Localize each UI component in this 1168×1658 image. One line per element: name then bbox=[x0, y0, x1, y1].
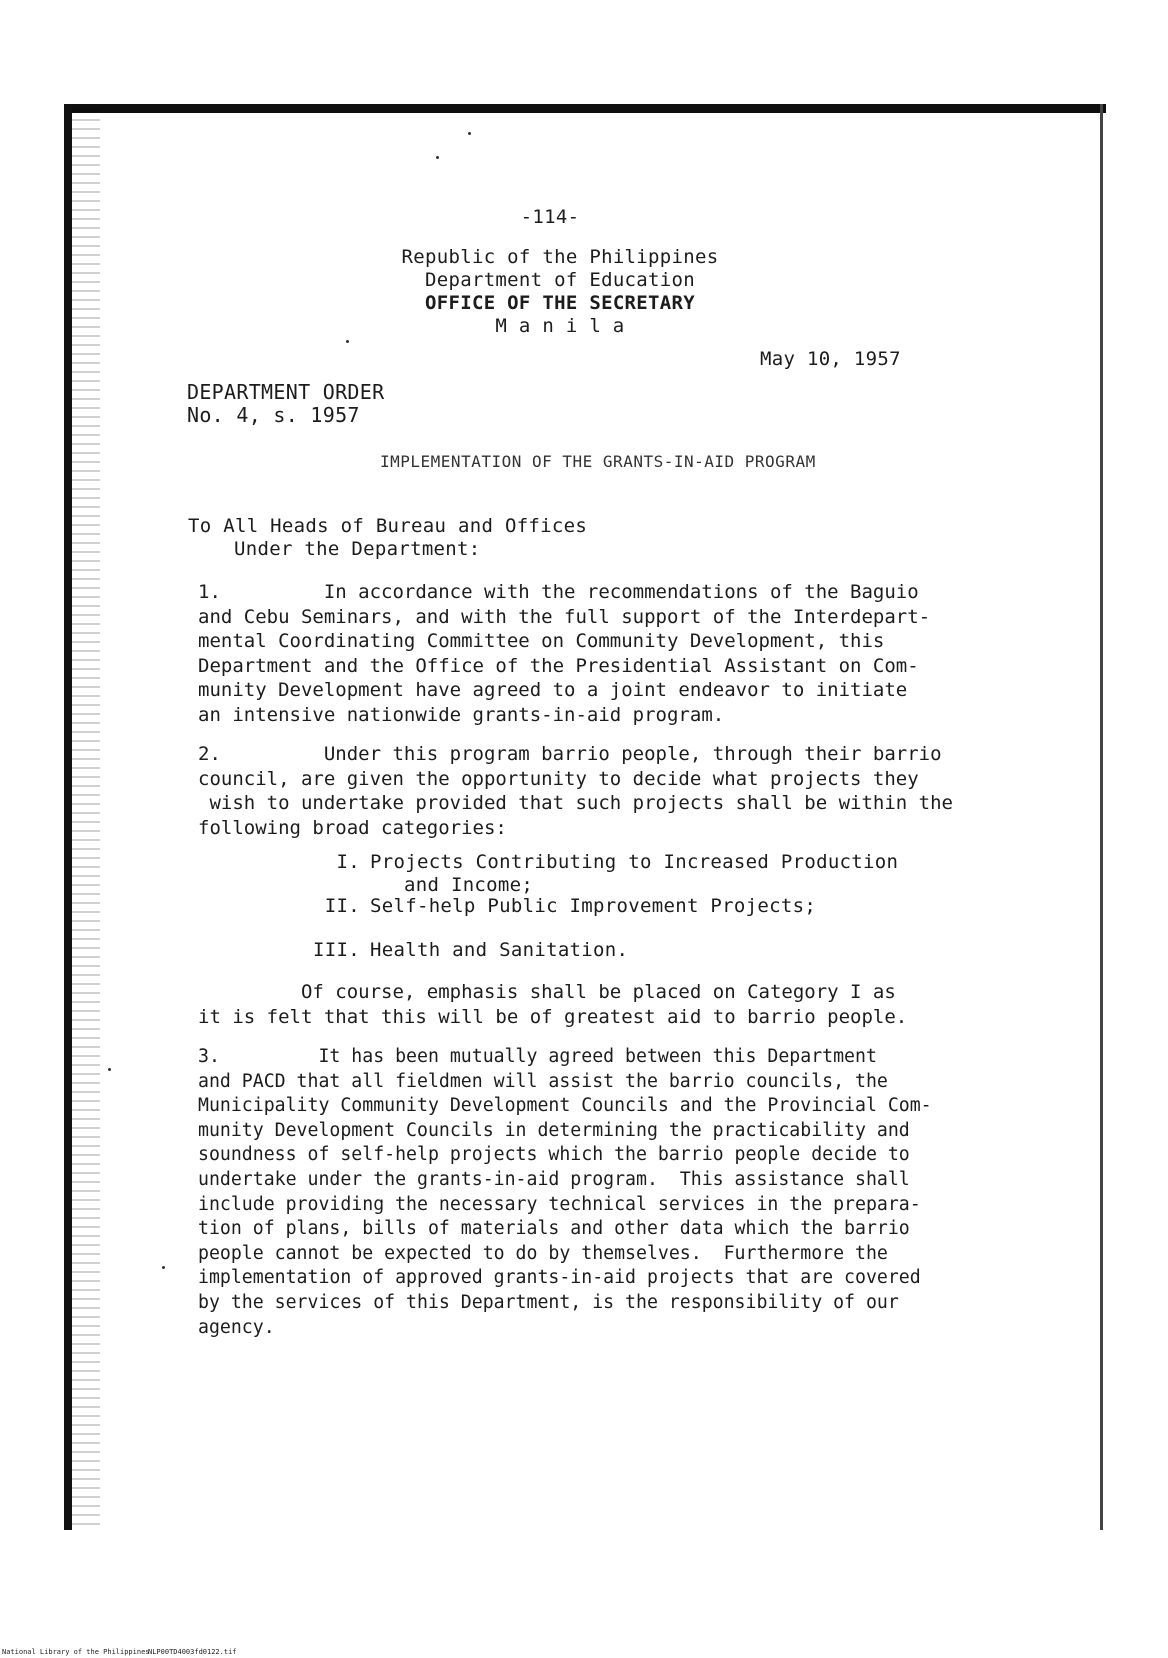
scan-border-left bbox=[64, 104, 72, 1530]
category-2-text: Self-help Public Improvement Projects; bbox=[370, 895, 817, 917]
addressee-line-1: To All Heads of Bureau and Offices bbox=[188, 515, 588, 537]
paragraph-2: 2. Under this program barrio people, through their barrio council, are given the opportunity to decide what projects they wish to undertake provided that such projects shall be within the following broad categories: bbox=[198, 743, 953, 839]
category-3-text: Health and Sanitation. bbox=[370, 939, 629, 961]
scan-speck bbox=[108, 1068, 111, 1071]
scan-speck bbox=[346, 340, 349, 343]
addressee-line-2: Under the Department: bbox=[234, 538, 481, 560]
letterhead-office: OFFICE OF THE SECRETARY bbox=[425, 292, 695, 314]
paragraph-3: 3. It has been mutually agreed between this Department and PACD that all fieldmen will assist the barrio councils, the Municipality Community Development Councils and the Provincial Com- munity Development Councils in determining the practicability and soundness of self-help projects which the barrio people decide to undertake under the grants-in-aid program. This assistance shall include providing the necessary technical services in the prepara- tion of plans, bills of materials and other data which the barrio people cannot be expected to do by themselves. Furthermore the implementation of approved grants-in-aid projects that are covered by the services of this Department, is the responsibility of our agency. bbox=[198, 1046, 932, 1338]
order-number: No. 4, s. 1957 bbox=[187, 403, 360, 427]
page-number: -114- bbox=[520, 206, 580, 228]
scan-speck bbox=[162, 1266, 165, 1269]
letterhead-city: M a n i l a bbox=[495, 315, 625, 337]
category-1-text: Projects Contributing to Increased Production bbox=[370, 851, 899, 873]
letterhead-department: Department of Education bbox=[425, 269, 695, 291]
letterhead-republic: Republic of the Philippines bbox=[401, 246, 719, 268]
category-2-number: II. bbox=[324, 895, 360, 917]
paragraph-emphasis: Of course, emphasis shall be placed on Category I as it is felt that this will be of greatest aid to barrio people. bbox=[198, 981, 908, 1028]
category-1-number: I. bbox=[336, 851, 360, 873]
scan-border-right bbox=[1100, 104, 1103, 1530]
document-date: May 10, 1957 bbox=[760, 348, 901, 370]
footer-filename: NLP00TD4003fd0122.tif bbox=[148, 1648, 237, 1656]
footer-library: National Library of the Philippines bbox=[2, 1648, 150, 1656]
category-1-continuation: and Income; bbox=[404, 874, 534, 896]
scan-border-top bbox=[64, 104, 1106, 113]
paragraph-1: 1. In accordance with the recommendations of the Baguio and Cebu Seminars, and with the full support of the Interdepart- mental Coordinating Committee on Community Development, this Department and the Office of the Presidential Assistant on Com- munity Development have agreed to a joint endeavor to initiate an intensive nationwide grants-in-aid program. bbox=[198, 581, 931, 726]
category-3-number: III. bbox=[313, 939, 360, 961]
scan-edge-texture bbox=[72, 110, 100, 1530]
order-subject: IMPLEMENTATION OF THE GRANTS-IN-AID PROGRAM bbox=[380, 452, 816, 471]
order-label: DEPARTMENT ORDER bbox=[187, 380, 385, 404]
scan-speck bbox=[436, 156, 439, 159]
scan-speck bbox=[468, 132, 471, 135]
